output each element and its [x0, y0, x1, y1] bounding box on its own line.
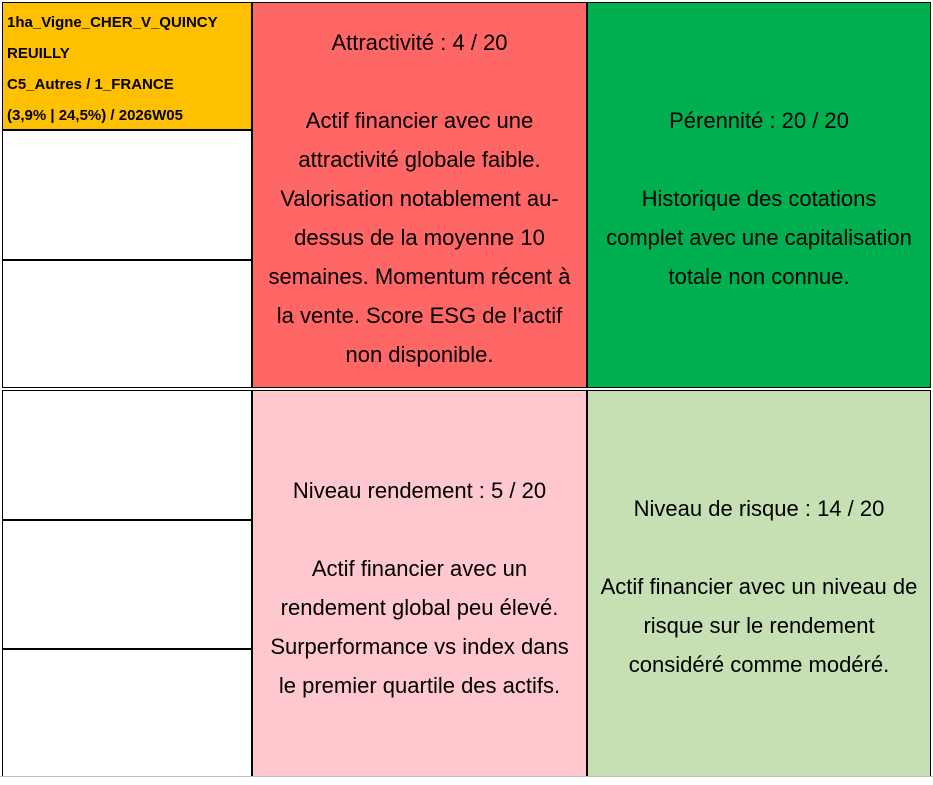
rendement-title: Niveau rendement : 5 / 20 [292, 478, 547, 503]
perennite-title: Pérennité : 20 / 20 [669, 108, 849, 133]
rendement-cell[interactable] [252, 390, 587, 777]
rendement-line: Actif financier avec un [311, 556, 528, 581]
attractivite-title: Attractivité : 4 / 20 [331, 30, 508, 55]
asset-stats-line: (3,9% | 24,5%) / 2026W05 [7, 107, 183, 124]
risque-line: Actif financier avec un niveau de [600, 574, 918, 599]
perennite-line: complet avec une capitalisation [606, 225, 912, 250]
blank-cell-1[interactable] [2, 130, 252, 260]
attractivite-line: dessus de la moyenne 10 [294, 225, 545, 250]
grid-bottom-line [0, 776, 933, 777]
asset-name-line1: 1ha_Vigne_CHER_V_QUINCY [7, 14, 218, 31]
perennite-line: Historique des cotations [641, 186, 877, 211]
asset-header-cell[interactable] [2, 2, 252, 130]
risque-cell[interactable] [587, 390, 931, 777]
attractivite-line: attractivité globale faible. [298, 147, 541, 172]
risque-line: risque sur le rendement [643, 613, 875, 638]
perennite-line: totale non connue. [668, 264, 850, 289]
attractivite-line: la vente. Score ESG de l'actif [276, 303, 563, 328]
attractivite-line: non disponible. [345, 342, 494, 367]
risque-title: Niveau de risque : 14 / 20 [633, 496, 885, 521]
asset-category-line: C5_Autres / 1_FRANCE [7, 76, 174, 93]
blank-cell-5[interactable] [2, 649, 252, 777]
attractivite-line: semaines. Momentum récent à [268, 264, 571, 289]
rendement-line: le premier quartile des actifs. [278, 673, 561, 698]
blank-cell-3[interactable] [2, 390, 252, 520]
attractivite-line: Actif financier avec une [305, 108, 534, 133]
perennite-cell[interactable] [587, 2, 931, 388]
rendement-line: rendement global peu élevé. [280, 595, 559, 620]
attractivite-line: Valorisation notablement au- [280, 186, 559, 211]
blank-cell-2[interactable] [2, 260, 252, 388]
rendement-line: Surperformance vs index dans [270, 634, 569, 659]
blank-cell-4[interactable] [2, 520, 252, 649]
risque-line: considéré comme modéré. [628, 652, 890, 677]
attractivite-cell[interactable] [252, 2, 587, 388]
asset-name-line2: REUILLY [7, 45, 70, 62]
